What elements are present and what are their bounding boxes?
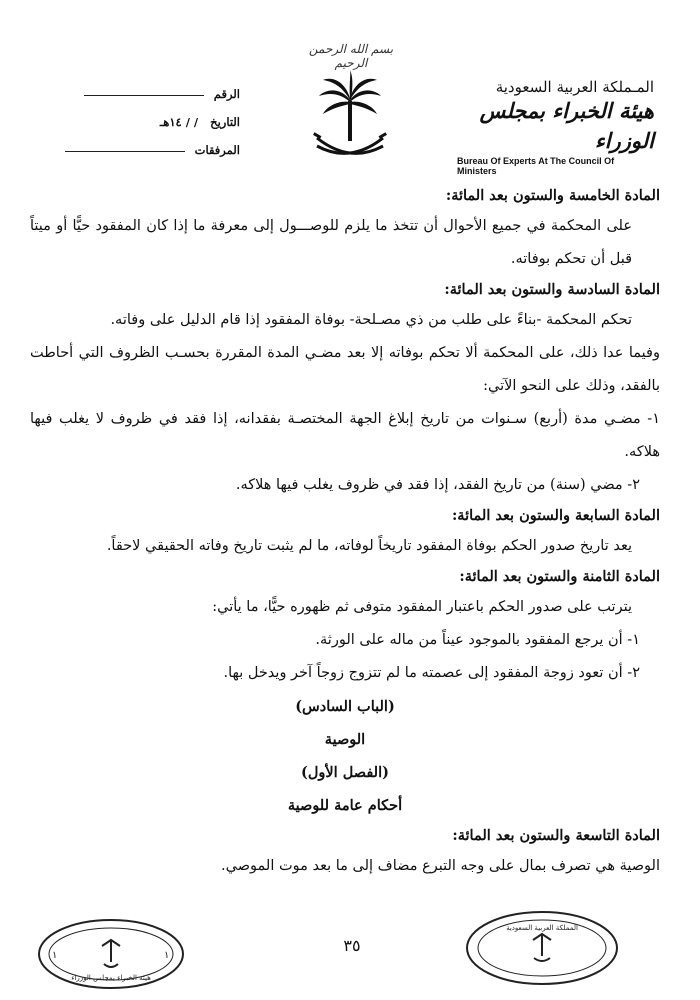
article-165-title: المادة الخامسة والستون بعد المائة: bbox=[445, 187, 660, 204]
attachments-label: المرفقات bbox=[194, 143, 240, 157]
bureau-name-arabic: هيئة الخبراء بمجلس الوزراء bbox=[479, 98, 654, 153]
reference-date-row bbox=[40, 108, 240, 136]
left-official-stamp-icon bbox=[36, 918, 186, 990]
palm-swords-emblem-icon bbox=[305, 68, 395, 168]
article-167-text: يعد تاريخ صدور الحكم بوفاة المفقود تاريخاً لوفاته، ما لم يثبت تاريخ وفاته الحقيقي لاحقاً. bbox=[106, 538, 632, 554]
svg-text:١: ١ bbox=[164, 950, 170, 961]
attachments-line bbox=[65, 151, 185, 152]
right-official-stamp-icon bbox=[464, 910, 620, 986]
bismillah-calligraphy: بسم الله الرحمن الرحيم bbox=[308, 42, 394, 70]
date-value: / / ١٤هـ bbox=[159, 115, 199, 129]
bureau-name-english: Bureau Of Experts At The Council Of Ministers bbox=[457, 156, 615, 176]
article-168-item-2: ٢- أن تعود زوجة المفقود إلى عصمته ما لم تتزوج زوجاً آخر ويدخل بها. bbox=[223, 665, 640, 681]
number-label: الرقم bbox=[213, 87, 240, 101]
reference-fields bbox=[40, 80, 240, 164]
article-166-title: المادة السادسة والستون بعد المائة: bbox=[444, 281, 660, 298]
section-title: أحكام عامة للوصية bbox=[287, 797, 403, 814]
article-169-text: الوصية هي تصرف بمال على وجه التبرع مضاف إلى ما بعد موت الموصي. bbox=[221, 858, 660, 874]
document-body bbox=[30, 182, 660, 883]
number-line bbox=[84, 95, 204, 96]
stamp-right-text: المملكة العربية السعودية bbox=[506, 924, 578, 932]
article-168-title: المادة الثامنة والستون بعد المائة: bbox=[459, 568, 660, 585]
date-label: التاريخ bbox=[210, 115, 240, 129]
article-166-item-2: ٢- مضي (سنة) من تاريخ الفقد، إذا فقد في ظروف يغلب فيها هلاكه. bbox=[235, 477, 640, 493]
chapter-title: الوصية bbox=[324, 731, 366, 748]
stamp-left-text: هيئة الخبراء بمجلس الوزراء bbox=[71, 974, 151, 982]
section-heading: (الفصل الأول) bbox=[301, 764, 389, 781]
page-number: ٣٥ bbox=[343, 936, 361, 955]
article-168-item-1: ١- أن يرجع المفقود بالموجود عيناً من ماله على الورثة. bbox=[315, 632, 640, 648]
article-166-text-2: وفيما عدا ذلك، على المحكمة ألا تحكم بوفاته إلا بعد مضـي المدة المقررة بحسـب الظروف التي أحاطت بالفقد، وذلك على النحو الآتي: bbox=[30, 345, 660, 394]
organization-block bbox=[454, 78, 654, 176]
attachments-row bbox=[40, 136, 240, 164]
article-165-text: على المحكمة في جميع الأحوال أن تتخذ ما يلزم للوصـــول إلى معرفة ما إذا كان المفقود حيًّا أو ميتاً قبل أن تحكم بوفاته. bbox=[30, 218, 632, 267]
country-name: المـملكة العربية السعودية bbox=[495, 78, 654, 96]
article-166-text-1: تحكم المحكمة -بناءً على طلب من ذي مصـلحة- بوفاة المفقود إذا قام الدليل على وفاته. bbox=[110, 312, 632, 328]
article-166-item-1: ١- مضـي مدة (أربع) سـنوات من تاريخ إبلاغ الجهة المختصـة بفقدانه، إذا فقد في ظروف لا يغلب فيها هلاكه. bbox=[30, 411, 660, 460]
reference-number-row bbox=[40, 80, 240, 108]
chapter-heading: (الباب السادس) bbox=[295, 698, 395, 715]
article-168-text: يترتب على صدور الحكم باعتبار المفقود متوفى ثم ظهوره حيًّا، ما يأتي: bbox=[212, 599, 632, 615]
svg-text:١: ١ bbox=[52, 950, 58, 961]
article-167-title: المادة السابعة والستون بعد المائة: bbox=[451, 507, 660, 524]
article-169-title: المادة التاسعة والستون بعد المائة: bbox=[452, 827, 660, 844]
